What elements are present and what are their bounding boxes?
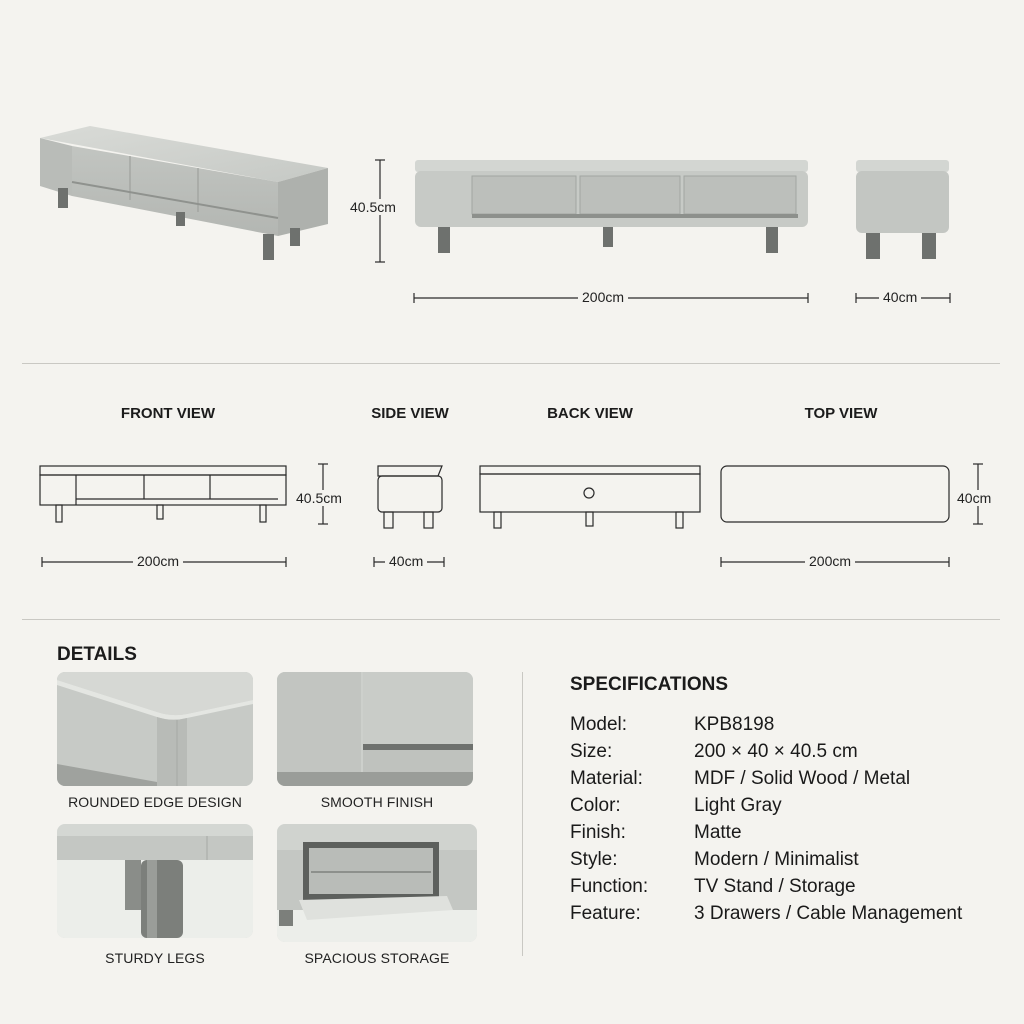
top-view-width-label: 200cm [805, 553, 855, 569]
detail-image-rounded-edge [57, 672, 253, 786]
top-view-drawing [718, 462, 954, 528]
front-view-drawing [38, 462, 290, 528]
detail-caption-spacious-storage: SPACIOUS STORAGE [304, 950, 450, 966]
detail-caption-smooth-finish: SMOOTH FINISH [320, 794, 434, 810]
detail-image-sturdy-legs [57, 824, 253, 938]
spec-value: Modern / Minimalist [694, 849, 859, 870]
detail-image-smooth-finish [277, 672, 473, 786]
front-view-width-label: 200cm [133, 553, 183, 569]
section-divider [22, 363, 1000, 364]
spec-key: Model: [570, 714, 628, 735]
detail-caption-sturdy-legs: STURDY LEGS [105, 950, 205, 966]
spec-value: Matte [694, 822, 742, 843]
spec-key: Material: [570, 768, 643, 789]
back-view-title: BACK VIEW [547, 405, 633, 422]
spec-key: Style: [570, 849, 618, 870]
detail-caption-rounded-edge: ROUNDED EDGE DESIGN [68, 794, 242, 810]
spec-key: Finish: [570, 822, 626, 843]
vertical-divider [522, 672, 523, 956]
side-view-drawing [374, 462, 446, 532]
spec-key: Size: [570, 741, 613, 762]
depth-label: 40cm [879, 289, 921, 305]
detail-image-spacious-storage [277, 824, 477, 942]
width-label: 200cm [578, 289, 628, 305]
spec-value: 200 × 40 × 40.5 cm [694, 741, 858, 762]
top-view-title: TOP VIEW [804, 405, 878, 422]
specifications-heading: SPECIFICATIONS [570, 674, 728, 695]
spec-key: Feature: [570, 903, 641, 924]
front-render [410, 155, 820, 265]
spec-value: TV Stand / Storage [694, 876, 856, 897]
back-view-drawing [478, 462, 704, 532]
spec-value: MDF / Solid Wood / Metal [694, 768, 911, 789]
spec-key: Function: [570, 876, 649, 897]
side-view-title: SIDE VIEW [371, 405, 449, 422]
spec-key: Color: [570, 795, 621, 816]
section-divider-2 [22, 619, 1000, 620]
details-heading: DETAILS [57, 644, 137, 665]
front-view-title: FRONT VIEW [120, 405, 216, 422]
spec-value: 3 Drawers / Cable Management [694, 903, 963, 924]
front-view-height-label: 40.5cm [296, 490, 342, 506]
side-view-depth-label: 40cm [385, 553, 427, 569]
top-view-depth-label: 40cm [957, 490, 992, 506]
height-label: 40.5cm [350, 199, 396, 215]
spec-value: Light Gray [694, 795, 782, 816]
side-render [852, 155, 956, 265]
spec-value: KPB8198 [694, 714, 775, 735]
